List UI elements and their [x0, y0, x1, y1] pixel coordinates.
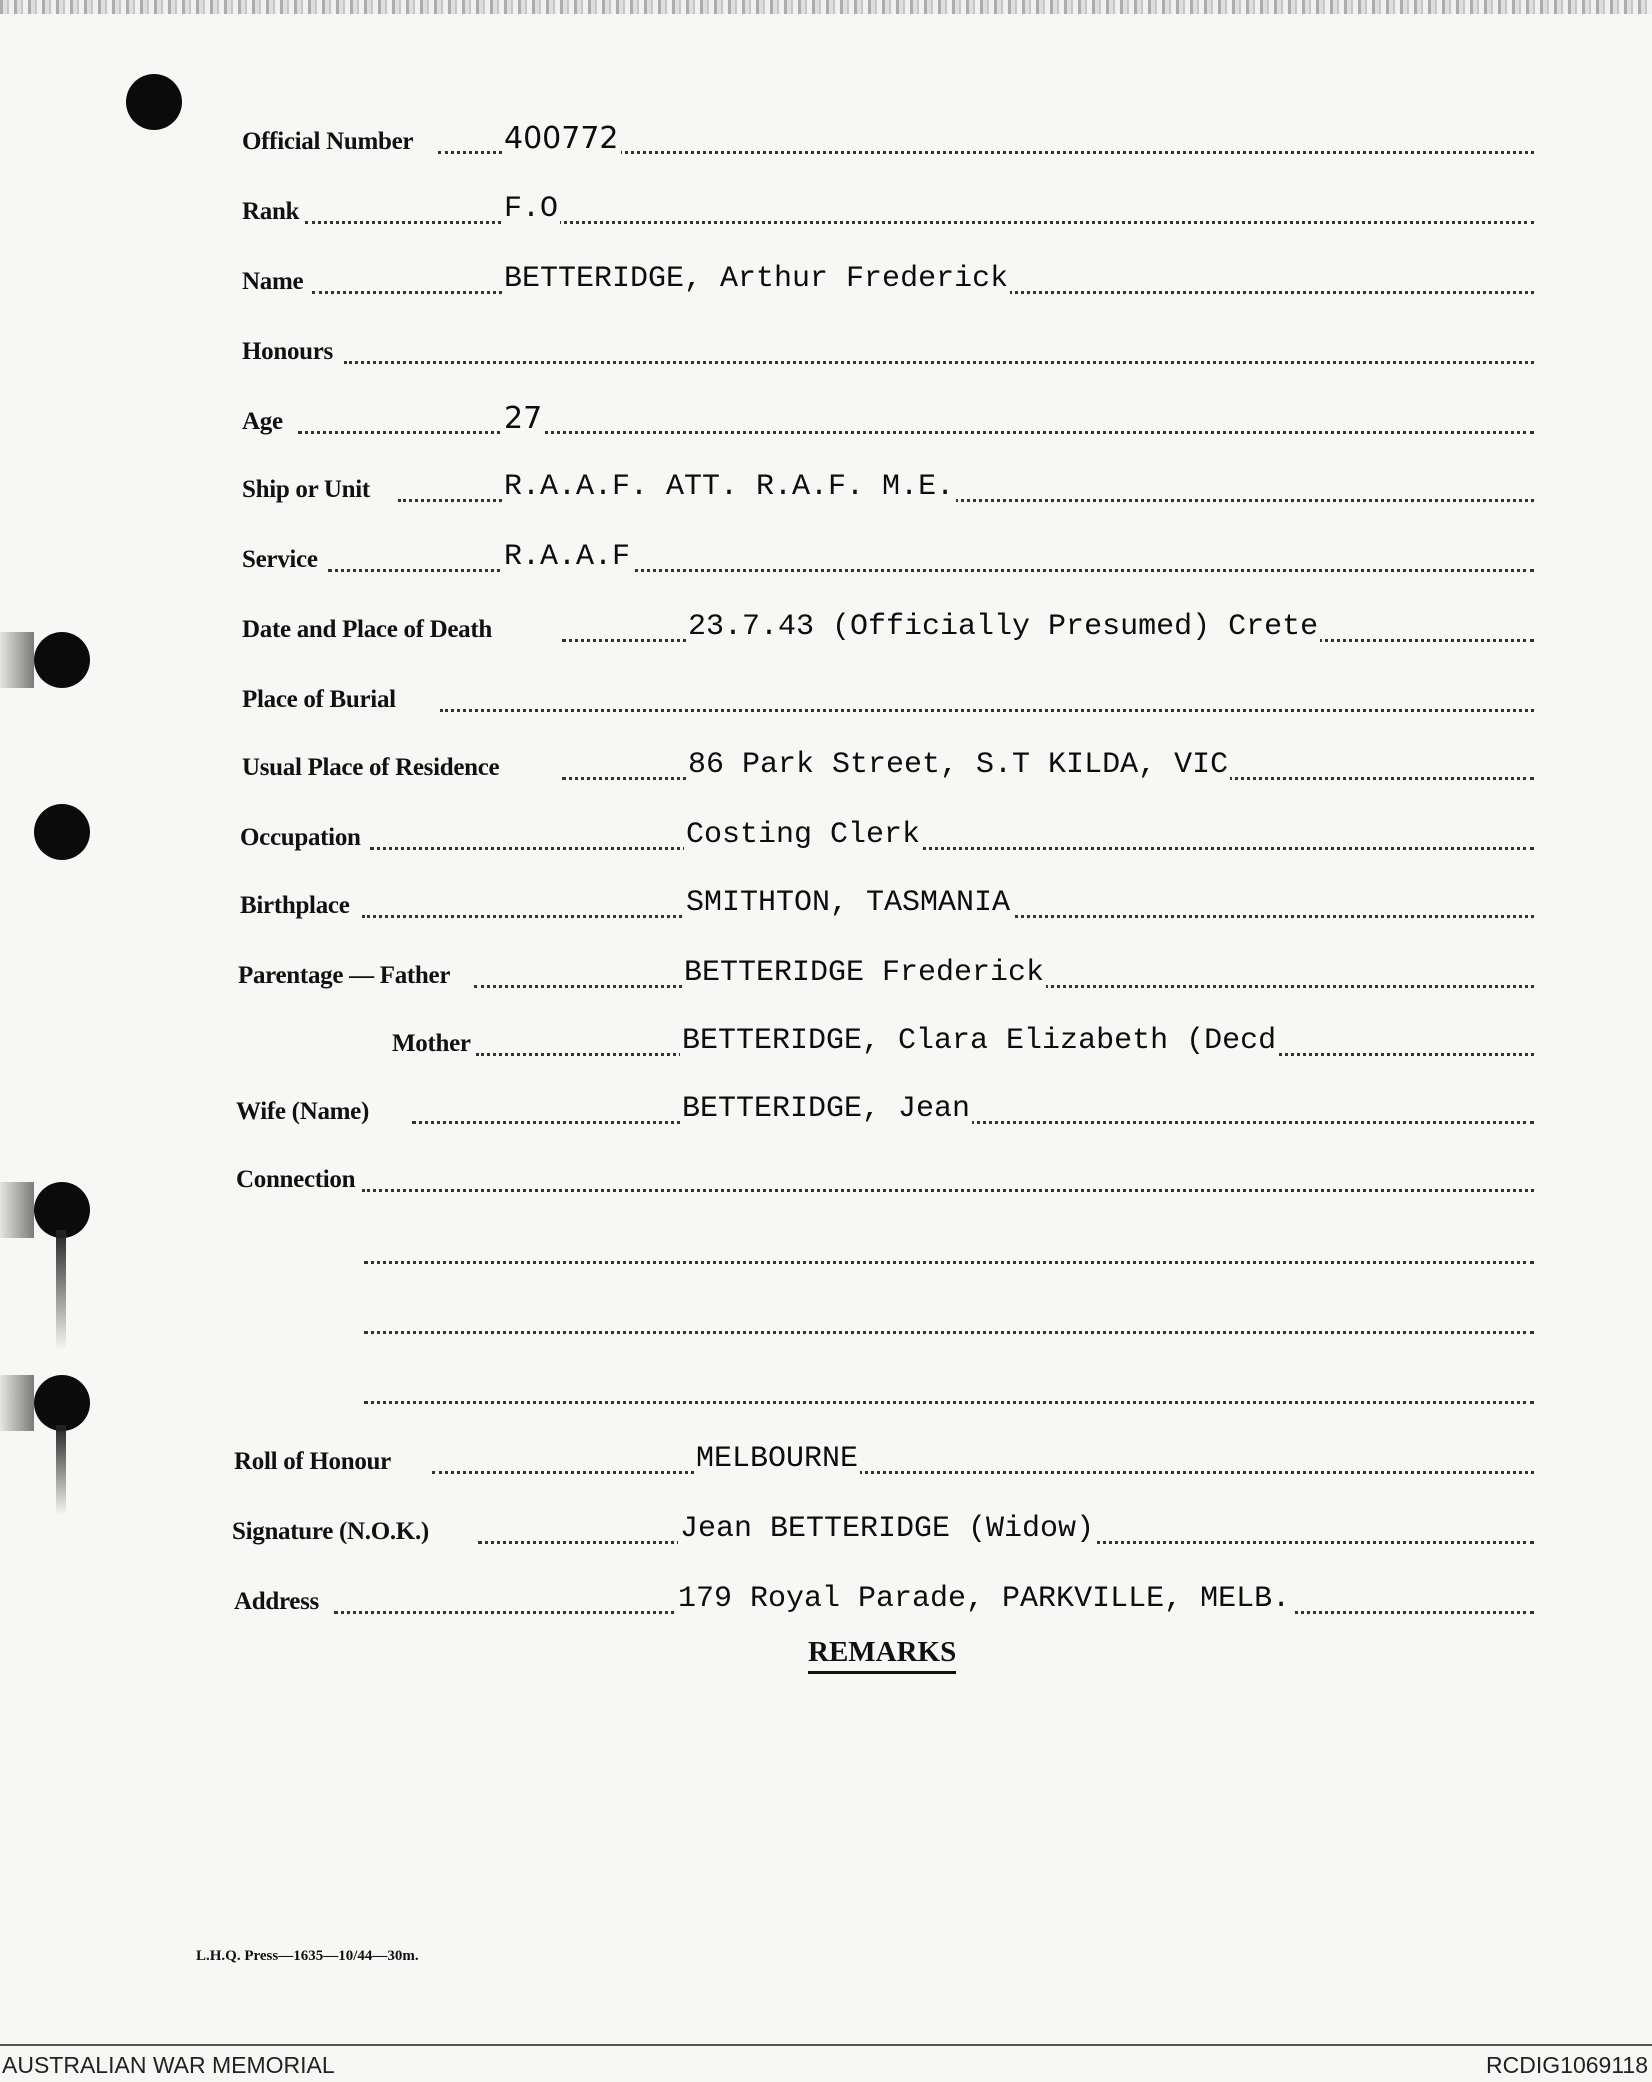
field-label: Honours — [242, 338, 333, 365]
field-label: Signature (N.O.K.) — [232, 1518, 429, 1545]
field-name — [0, 264, 1652, 304]
field-official-number — [0, 121, 1652, 164]
connection-extra-line — [0, 1374, 1652, 1414]
field-value: MELBOURNE — [696, 1442, 859, 1476]
field-father — [0, 958, 1652, 998]
field-value: SMITHTON, TASMANIA — [686, 886, 1011, 920]
archive-reference: RCDIG1069118 — [1486, 2052, 1648, 2078]
archive-name: AUSTRALIAN WAR MEMORIAL — [2, 2052, 335, 2078]
dotted-line — [305, 221, 1534, 224]
field-label: Occupation — [240, 824, 361, 851]
dotted-line — [412, 1121, 1534, 1124]
field-value: Costing Clerk — [686, 818, 921, 852]
field-label: Parentage — Father — [238, 962, 451, 989]
field-age — [0, 401, 1652, 444]
dotted-line — [432, 1471, 1534, 1474]
dotted-line — [362, 1189, 1534, 1192]
scan-edge — [0, 0, 1652, 14]
field-label: Age — [242, 408, 283, 435]
field-label: Date and Place of Death — [242, 616, 492, 643]
field-birthplace — [0, 888, 1652, 928]
connection-extra-line — [0, 1304, 1652, 1344]
field-date-place-of-death — [0, 612, 1652, 652]
footer-divider — [0, 2044, 1652, 2046]
field-label: Usual Place of Residence — [242, 754, 500, 781]
field-usual-residence — [0, 750, 1652, 790]
field-label: Official Number — [242, 128, 414, 155]
remarks-heading: REMARKS — [808, 1636, 956, 1674]
field-value: 179 Royal Parade, PARKVILLE, MELB. — [678, 1582, 1291, 1616]
dotted-line — [364, 1331, 1534, 1334]
field-place-of-burial — [0, 682, 1652, 722]
field-label: Address — [234, 1588, 319, 1615]
field-label: Ship or Unit — [242, 476, 370, 503]
dotted-line — [364, 1261, 1534, 1264]
field-label: Mother — [392, 1030, 471, 1057]
field-label: Name — [242, 268, 304, 295]
field-roll-of-honour — [0, 1444, 1652, 1484]
dotted-line — [298, 431, 1534, 434]
field-value: 23.7.43 (Officially Presumed) Crete — [688, 610, 1319, 644]
field-occupation — [0, 820, 1652, 860]
dotted-line — [364, 1401, 1534, 1404]
dotted-line — [370, 847, 1534, 850]
field-label: Rank — [242, 198, 300, 225]
dotted-line — [344, 361, 1534, 364]
punch-hole — [126, 74, 182, 130]
field-connection — [0, 1162, 1652, 1202]
field-label: Connection — [236, 1166, 356, 1193]
field-honours — [0, 334, 1652, 374]
field-service — [0, 542, 1652, 582]
field-value: BETTERIDGE, Jean — [682, 1092, 971, 1126]
dotted-line — [440, 709, 1534, 712]
field-label: Wife (Name) — [236, 1098, 369, 1125]
field-value: 400772 — [504, 121, 619, 156]
printer-imprint: L.H.Q. Press—1635—10/44—30m. — [196, 1948, 419, 1964]
field-label: Birthplace — [240, 892, 350, 919]
field-value: BETTERIDGE Frederick — [684, 956, 1045, 990]
field-value: BETTERIDGE, Arthur Frederick — [504, 262, 1009, 296]
field-value: Jean BETTERIDGE (Widow) — [680, 1512, 1095, 1546]
field-value: 86 Park Street, S.T KILDA, VIC — [688, 748, 1229, 782]
field-value: F.O — [504, 192, 559, 226]
field-signature — [0, 1514, 1652, 1554]
field-label: Place of Burial — [242, 686, 396, 713]
field-label: Service — [242, 546, 318, 573]
field-ship-or-unit — [0, 472, 1652, 512]
field-label: Roll of Honour — [234, 1448, 391, 1475]
field-value: R.A.A.F. ATT. R.A.F. M.E. — [504, 470, 955, 504]
field-mother — [0, 1026, 1652, 1066]
field-value: 27 — [504, 401, 543, 436]
field-address — [0, 1584, 1652, 1624]
field-value: R.A.A.F — [504, 540, 631, 574]
field-value: BETTERIDGE, Clara Elizabeth (Decd — [682, 1024, 1277, 1058]
field-wife — [0, 1094, 1652, 1134]
connection-extra-line — [0, 1234, 1652, 1274]
field-rank — [0, 194, 1652, 234]
